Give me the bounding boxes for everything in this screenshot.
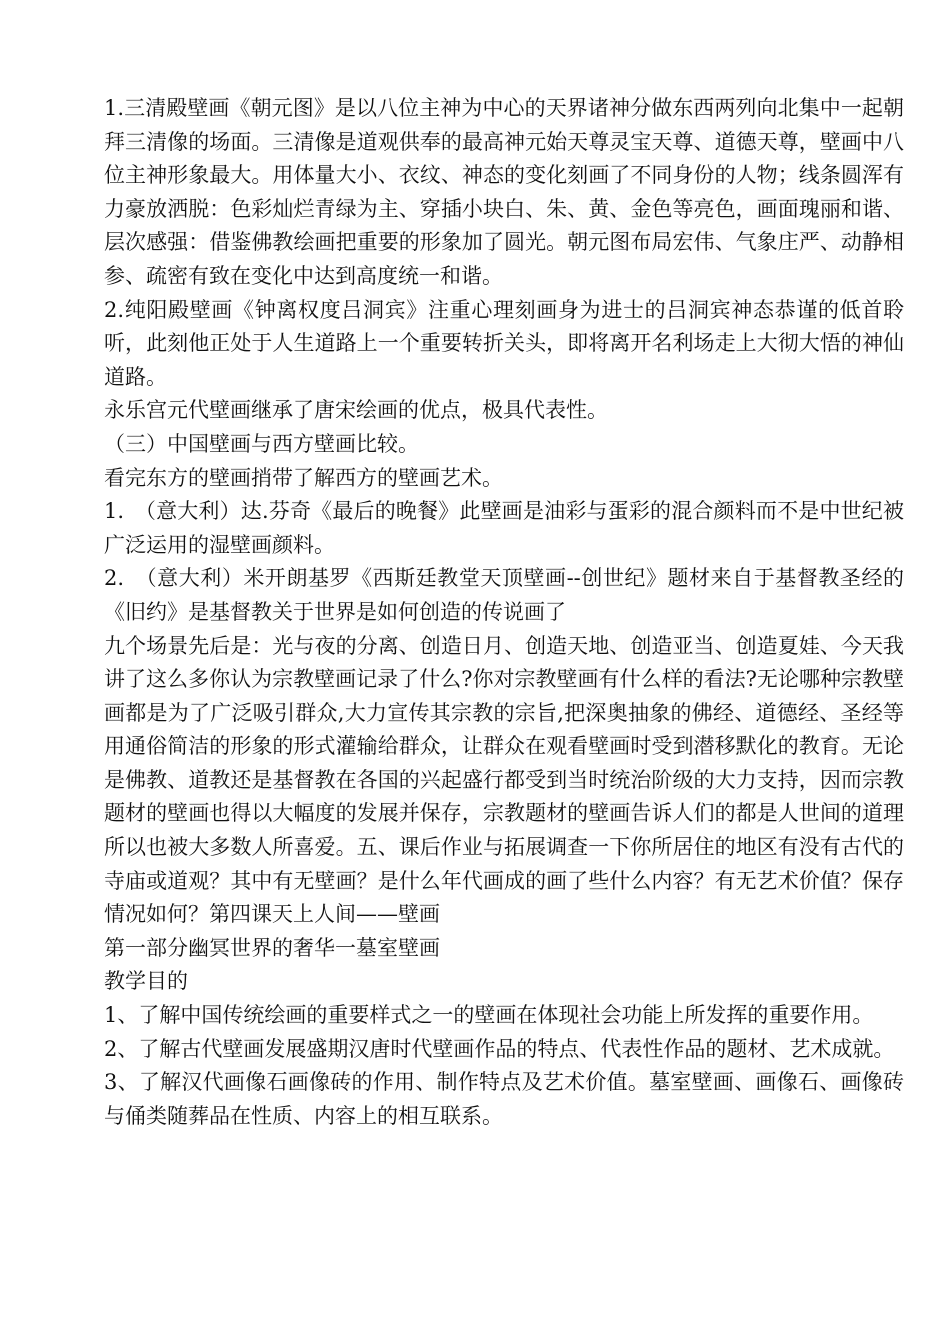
paragraph-western-intro: 看完东方的壁画捎带了解西方的壁画艺术。 bbox=[104, 465, 503, 490]
paragraph-chunyang-hall: 2.纯阳殿壁画《钟离权度吕洞宾》注重心理刻画身为进士的吕洞宾神态恭谨的低首聆听，此刻他正处于人生道路上一个重要转折关头，即将离开名利场走上大彻大悟的神仙道路。 bbox=[104, 297, 904, 389]
list-item-last-supper: 1. （意大利）达.芬奇《最后的晚餐》此壁画是油彩与蛋彩的混合颜料而不是中世纪被广泛运用的湿壁画颜料。 bbox=[104, 499, 904, 557]
list-item-sistine-chapel: 2. （意大利）米开朗基罗《西斯廷教堂天顶壁画--创世纪》题材来自于基督教圣经的《旧约》是基督教关于世界是如何创造的传说画了 bbox=[104, 566, 904, 624]
document-page bbox=[104, 92, 904, 1133]
heading-teaching-objectives: 教学目的 bbox=[104, 969, 188, 994]
paragraph-yongle-palace: 永乐宫元代壁画继承了唐宋绘画的优点，极具代表性。 bbox=[104, 398, 608, 423]
paragraph-chaoyuantu: 1.三清殿壁画《朝元图》是以八位主神为中心的天界诸神分做东西两列向北集中一起朝拜三清像的场面。三清像是道观供奉的最高神元始天尊灵宝天尊、道德天尊，壁画中八位主神形象最大。用体量大小、衣纹、神态的变化刻画了不同身份的人物；线条圆浑有力豪放洒脱：色彩灿烂青绿为主、穿插小块白、朱、黄、金色等亮色，画面瑰丽和谐、层次感强：借鉴佛教绘画把重要的形象加了圆光。朝元图布局宏伟、气象庄严、动静相参、疏密有致在变化中达到高度统一和谐。 bbox=[104, 96, 904, 288]
objective-item-1: 1、了解中国传统绘画的重要样式之一的壁画在体现社会功能上所发挥的重要作用。 bbox=[104, 1003, 874, 1028]
section-heading-comparison: （三）中国壁画与西方壁画比较。 bbox=[104, 431, 419, 456]
objective-item-3: 3、了解汉代画像石画像砖的作用、制作特点及艺术价值。墓室壁画、画像石、画像砖与俑类随葬品在性质、内容上的相互联系。 bbox=[104, 1070, 904, 1128]
section-heading-tomb-murals: 第一部分幽冥世界的奢华一墓室壁画 bbox=[104, 935, 440, 960]
paragraph-religious-murals: 九个场景先后是：光与夜的分离、创造日月、创造天地、创造亚当、创造夏娃、今天我讲了这么多你认为宗教壁画记录了什么?你对宗教壁画有什么样的看法?无论哪种宗教壁画都是为了广泛吸引群众,大力宣传其宗教的宗旨,把深奥抽象的佛经、道德经、圣经等用通俗简洁的形象的形式灌输给群众，让群众在观看壁画时受到潜移默化的教育。无论是佛教、道教还是基督教在各国的兴起盛行都受到当时统治阶级的大力支持，因而宗教题材的壁画也得以大幅度的发展并保存，宗教题材的壁画告诉人们的都是人世间的道理所以也被大多数人所喜爱。五、课后作业与拓展调查一下你所居住的地区有没有古代的寺庙或道观？其中有无壁画？是什么年代画成的画了些什么内容？有无艺术价值？保存情况如何？第四课天上人间——壁画 bbox=[104, 633, 904, 927]
objective-item-2: 2、了解古代壁画发展盛期汉唐时代壁画作品的特点、代表性作品的题材、艺术成就。 bbox=[104, 1036, 895, 1061]
